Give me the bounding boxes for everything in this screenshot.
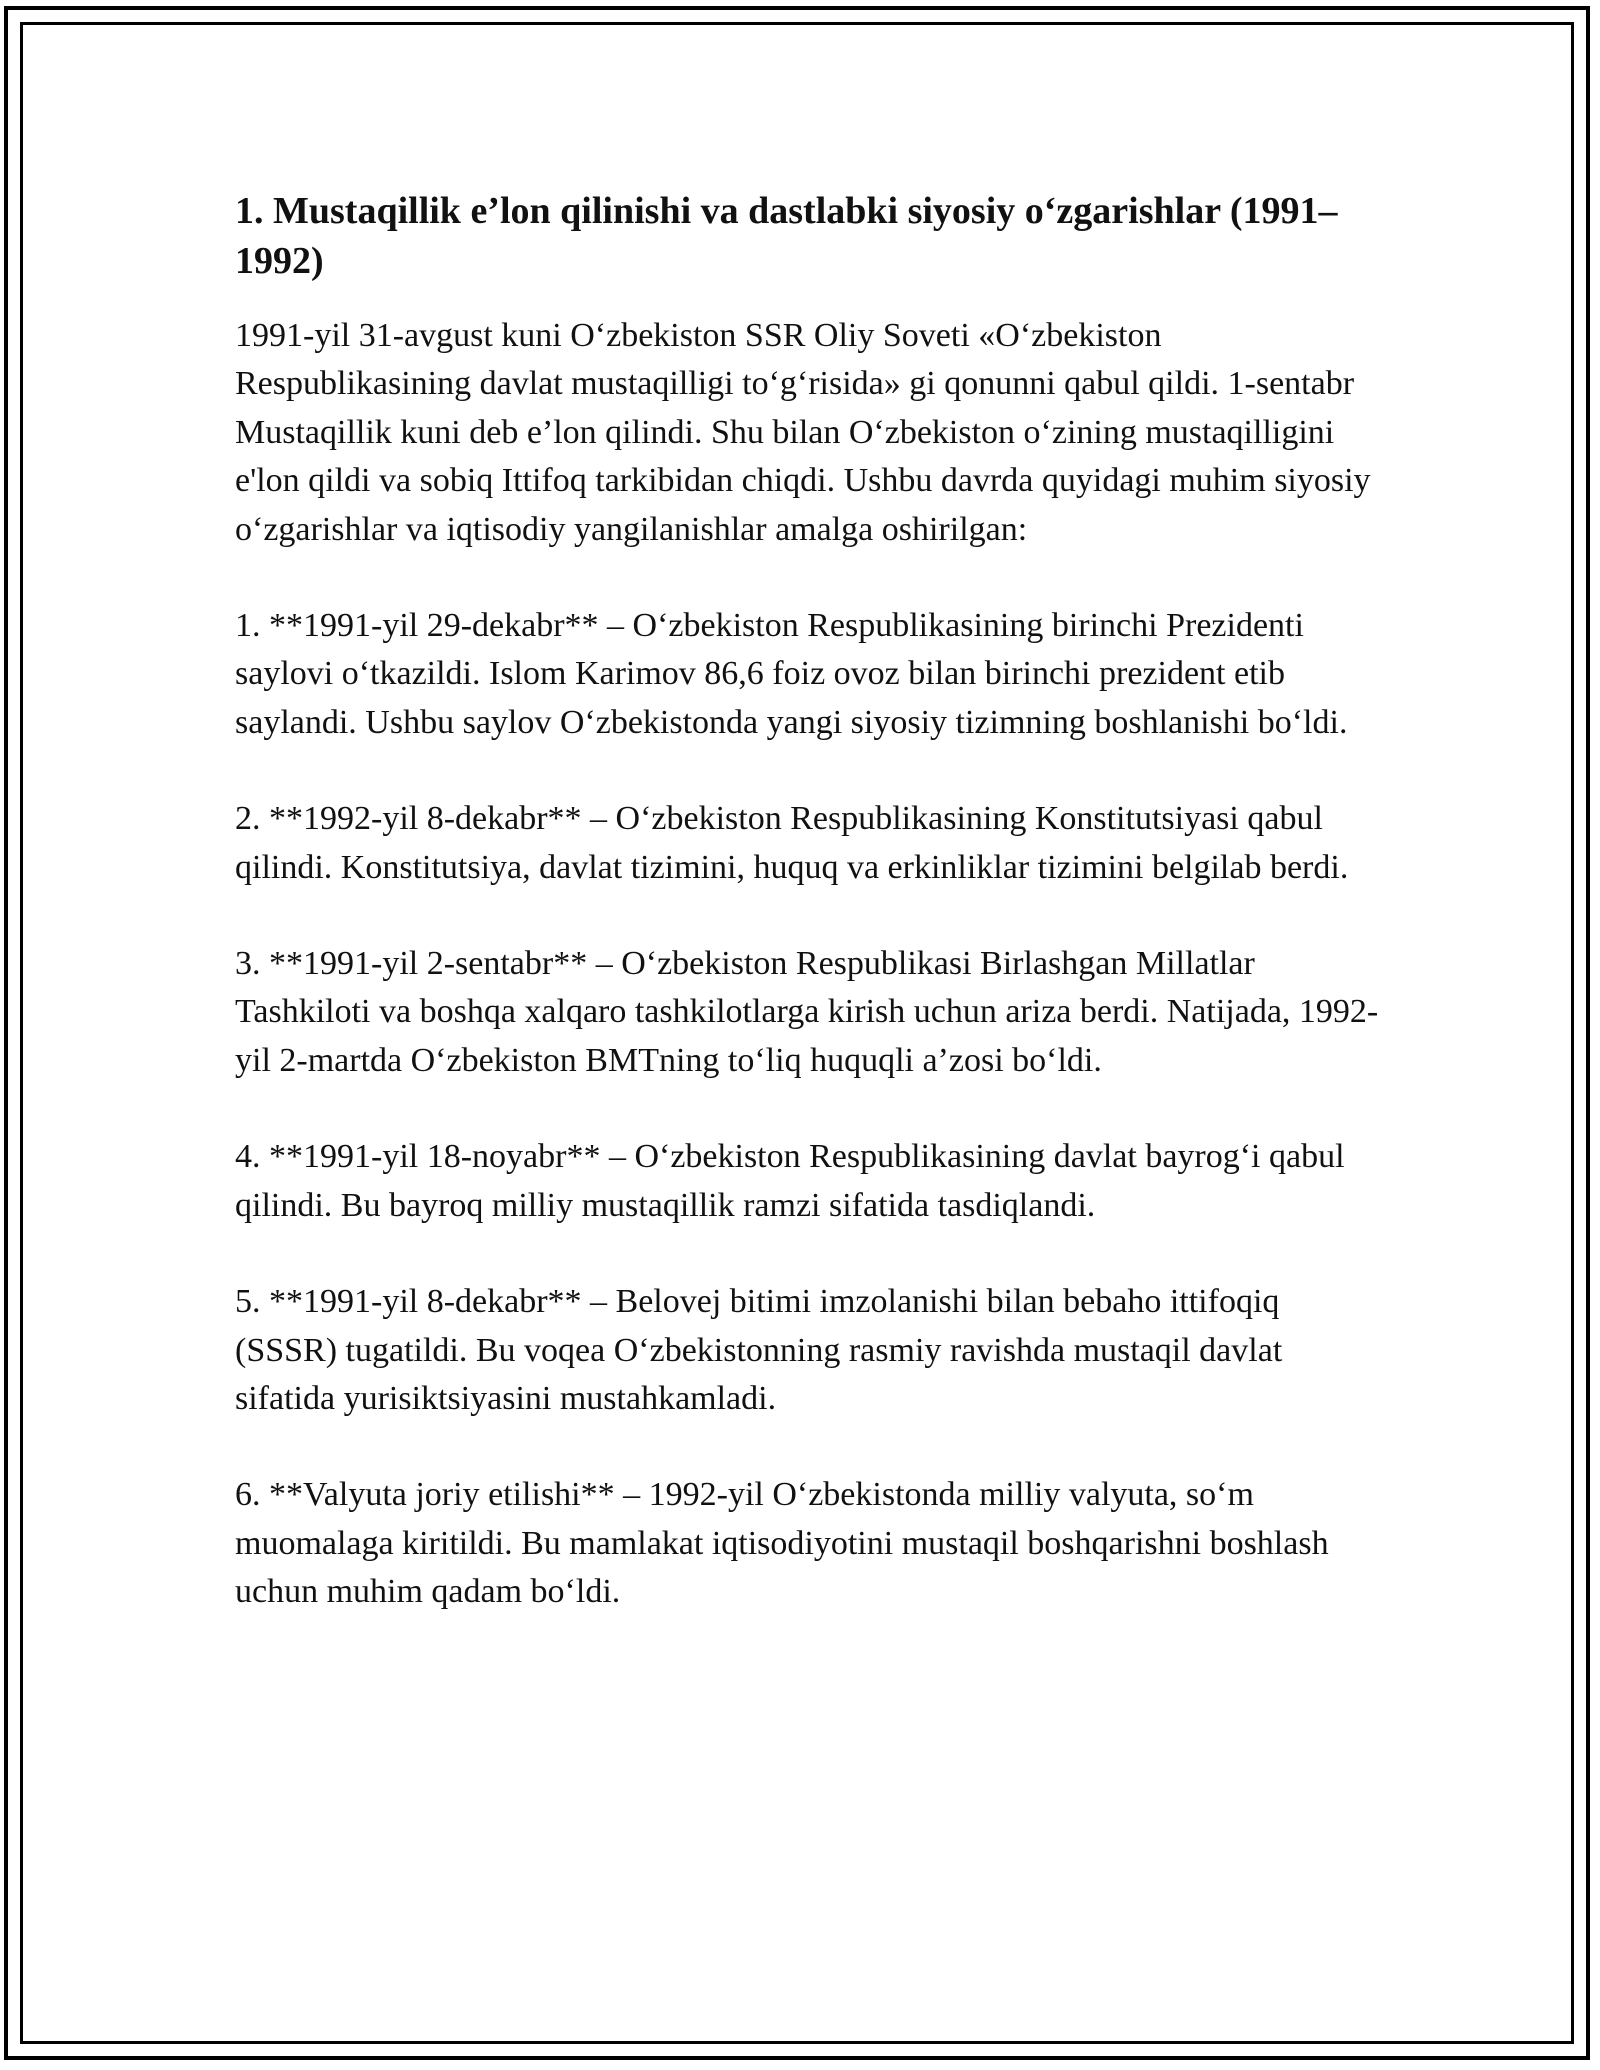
list-item-2: 2. **1992-yil 8-dekabr** – O‘zbekiston Respublikasining Konstitutsiyasi qabul qilindi. Konstitutsiya, davlat tizimini, huquq va erkinliklar tizimini belgilab berdi. [235,800,1349,886]
intro-paragraph: 1991-yil 31-avgust kuni O‘zbekiston SSR Oliy Soveti «O‘zbekiston Respublikasining davlat mustaqilligi to‘g‘risida» gi qonunni qabul qildi. 1-sentabr Mustaqillik kuni deb e’lon qilindi. Shu bilan O‘zbekiston o‘zining mustaqilligini e'lon qildi va sobiq Ittifoq tarkibidan chiqdi. Ushbu davrda quyidagi muhim siyosiy o‘zgarishlar va iqtisodiy yangilanishlar amalga oshirilgan: [235,317,1371,548]
list-item-4: 4. **1991-yil 18-noyabr** – O‘zbekiston Respublikasining davlat bayrog‘i qabul qilindi. Bu bayroq milliy mustaqillik ramzi sifatida tasdiqlandi. [235,1138,1345,1224]
list-item-6: 6. **Valyuta joriy etilishi** – 1992-yil O‘zbekistonda milliy valyuta, so‘m muomalaga kiritildi. Bu mamlakat iqtisodiyotini mustaqil boshqarishni boshlash uchun muhim qadam bo‘ldi. [235,1476,1329,1611]
list-item-5: 5. **1991-yil 8-dekabr** – Belovej bitimi imzolanishi bilan bebaho ittifoqiq (SSSR) tugatildi. Bu voqea O‘zbekistonning rasmiy ravishda mustaqil davlat sifatida yurisiktsiyasini mustahkamladi. [235,1283,1283,1417]
document-body [235,186,1385,1665]
list-item-1: 1. **1991-yil 29-dekabr** – O‘zbekiston Respublikasining birinchi Prezidenti saylovi o‘tkazildi. Islom Karimov 86,6 foiz ovoz bilan birinchi prezident etib saylandi. Ushbu saylov O‘zbekistonda yangi siyosiy tizimning boshlanishi bo‘ldi. [235,607,1348,741]
list-item-3: 3. **1991-yil 2-sentabr** – O‘zbekiston Respublikasi Birlashgan Millatlar Tashkiloti va boshqa xalqaro tashkilotlarga kirish uchun ariza berdi. Natijada, 1992-yil 2-martda O‘zbekiston BMTning to‘liq huquqli a’zosi bo‘ldi. [235,945,1379,1079]
section-heading: 1. Mustaqillik e’lon qilinishi va dastlabki siyosiy o‘zgarishlar (1991–1992) [235,190,1338,282]
